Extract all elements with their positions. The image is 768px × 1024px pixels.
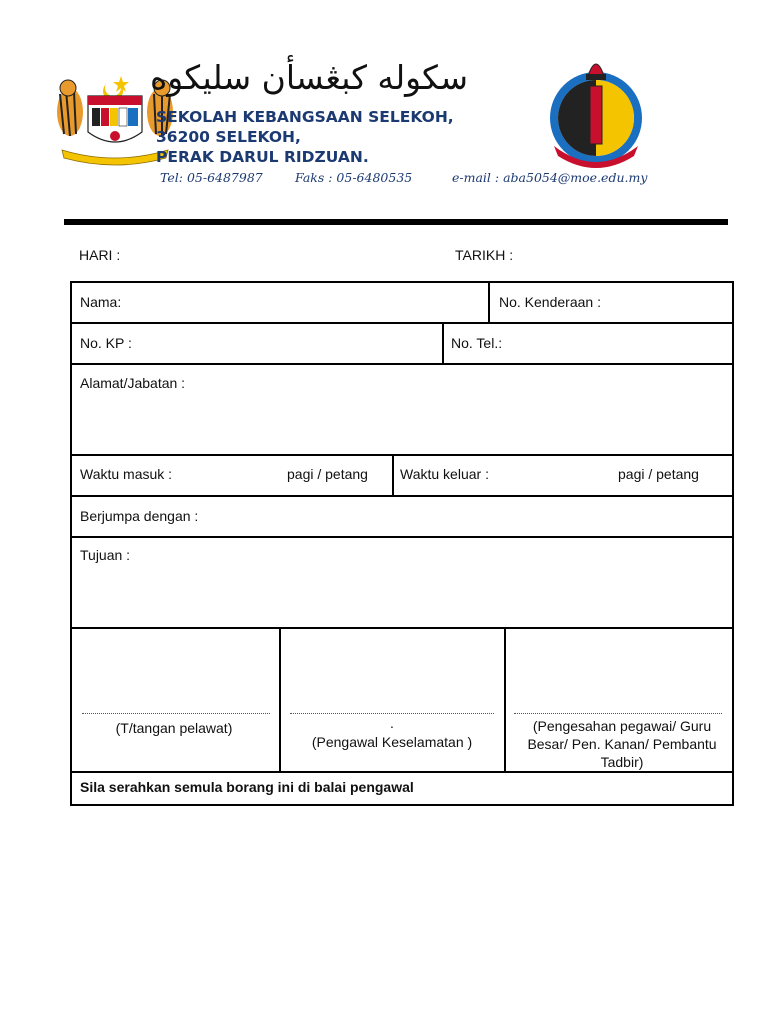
- visitor-signature-caption: (T/tangan pelawat): [115, 720, 233, 736]
- meet-with-label: Berjumpa dengan :: [80, 508, 199, 524]
- ic-row: [72, 324, 732, 365]
- school-name: SEKOLAH KEBANGSAAN SELEKOH,: [156, 108, 454, 126]
- time-in-options: pagi / petang: [287, 466, 368, 482]
- ic-number-label: No. KP :: [80, 335, 132, 351]
- school-crest-logo: [540, 50, 652, 170]
- divider: [442, 324, 444, 363]
- guard-signature-line: [290, 713, 494, 714]
- visitor-signature-line: [82, 713, 270, 714]
- guard-signature-dot: .: [390, 715, 394, 731]
- date-label: TARIKH :: [455, 247, 514, 263]
- name-label: Nama:: [80, 294, 122, 310]
- time-out-options: pagi / petang: [618, 466, 699, 482]
- day-label: HARI :: [79, 247, 121, 263]
- email: e-mail : aba5054@moe.edu.my: [452, 170, 648, 185]
- address-label: Alamat/Jabatan :: [80, 375, 186, 391]
- phone-label: No. Tel.:: [451, 335, 503, 351]
- divider: [279, 629, 281, 771]
- address-row: [72, 365, 732, 456]
- address-line-2: PERAK DARUL RIDZUAN.: [156, 148, 369, 166]
- header-divider: [64, 219, 728, 225]
- purpose-label: Tujuan :: [80, 547, 131, 563]
- divider: [392, 456, 394, 495]
- return-form-note: Sila serahkan semula borang ini di balai pengawal: [80, 779, 414, 795]
- school-name-jawi: سكوله كبڠسأن سليكوه: [150, 58, 469, 97]
- divider: [504, 629, 506, 771]
- purpose-row: [72, 538, 732, 629]
- footer-row: [72, 773, 732, 804]
- vehicle-number-label: No. Kenderaan :: [499, 294, 601, 310]
- guard-signature-caption: (Pengawal Keselamatan ): [311, 734, 473, 750]
- time-in-label: Waktu masuk :: [80, 466, 173, 482]
- telephone: Tel: 05-6487987: [160, 170, 263, 185]
- officer-signature-caption: (Pengesahan pegawai/ Guru Besar/ Pen. Kanan/ Pembantu Tadbir): [527, 718, 717, 770]
- officer-signature-line: [514, 713, 722, 714]
- divider: [488, 283, 490, 322]
- time-out-label: Waktu keluar :: [400, 466, 489, 482]
- meet-row: [72, 497, 732, 538]
- visitor-form: [70, 281, 734, 806]
- name-row: [72, 283, 732, 324]
- time-row: [72, 456, 732, 497]
- signature-row: [72, 629, 732, 773]
- fax: Faks : 05-6480535: [295, 170, 413, 185]
- address-line-1: 36200 SELEKOH,: [156, 128, 301, 146]
